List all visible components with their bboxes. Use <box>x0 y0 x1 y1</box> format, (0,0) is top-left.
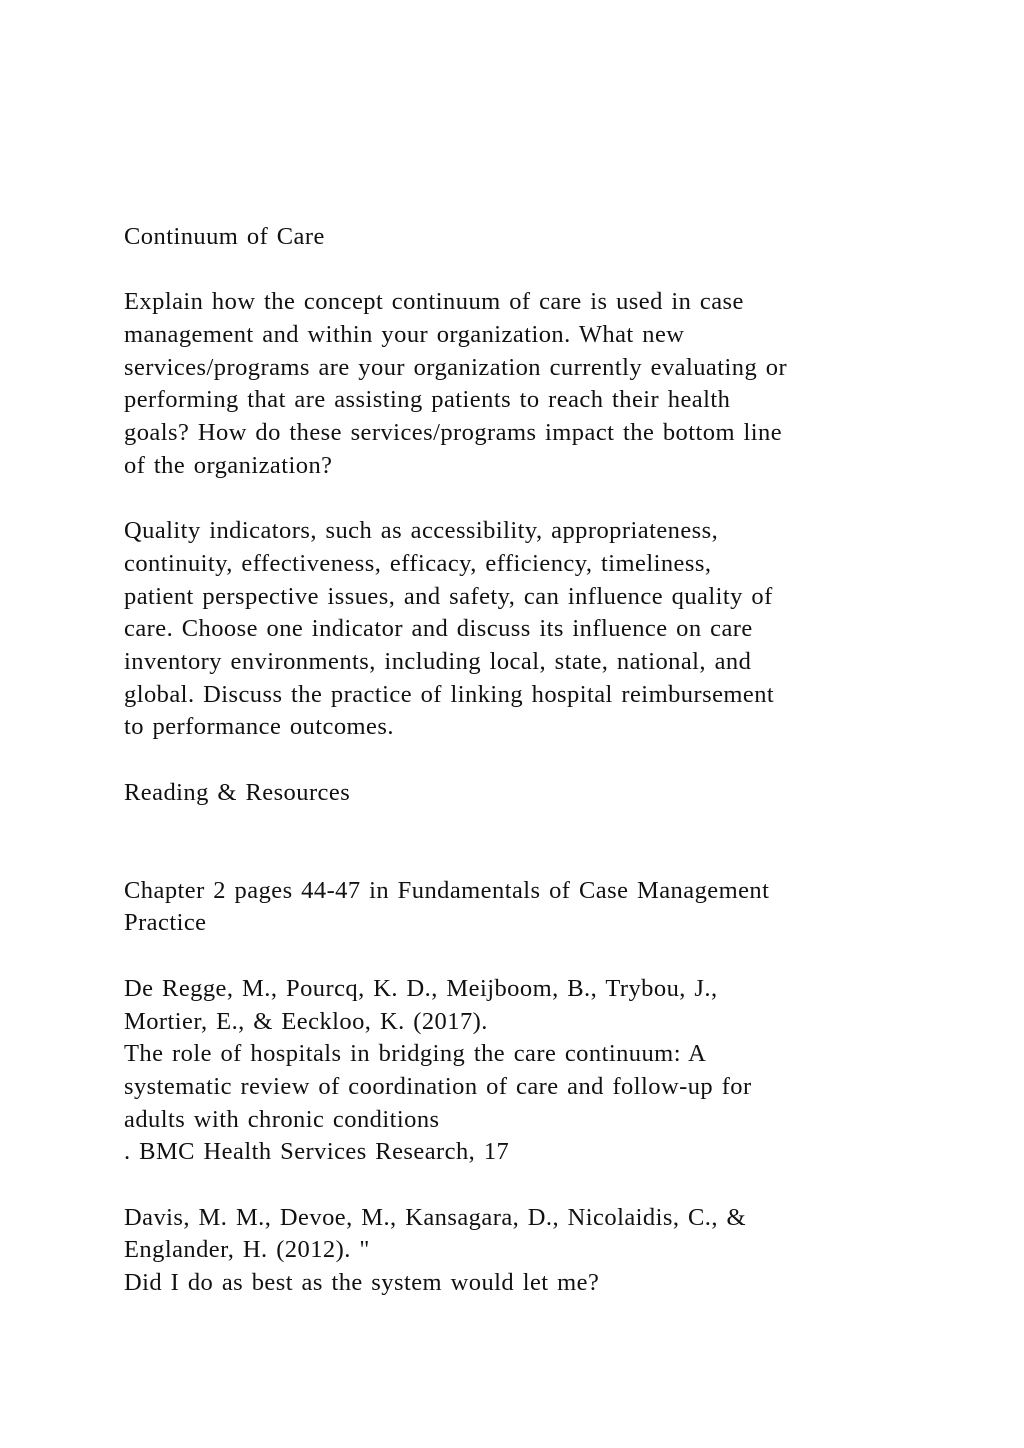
spacer <box>124 254 914 287</box>
resources-heading: Reading & Resources <box>124 778 351 806</box>
reference-line: Did I do as best as the system would let me? <box>124 1269 600 1297</box>
paragraph-line: Quality indicators, such as accessibility, appropriateness, <box>124 517 719 545</box>
reference-chapter <box>124 875 914 940</box>
reference-line: . BMC Health Services Research, 17 <box>124 1138 510 1166</box>
prompt-paragraph-1 <box>124 286 914 482</box>
reference-line: Davis, M. M., Devoe, M., Kansagara, D., Nicolaidis, C., & <box>124 1203 747 1231</box>
spacer <box>124 940 914 973</box>
reference-line: Englander, H. (2012). " <box>124 1236 370 1264</box>
reference-line: systematic review of coordination of care and follow-up for <box>124 1072 752 1100</box>
paragraph-line: services/programs are your organization currently evaluating or <box>124 353 788 381</box>
reference-davis <box>124 1202 914 1300</box>
reference-line: adults with chronic conditions <box>124 1105 440 1133</box>
reference-line: Mortier, E., & Eeckloo, K. (2017). <box>124 1007 488 1035</box>
paragraph-line: inventory environments, including local, state, national, and <box>124 647 752 675</box>
paragraph-line: patient perspective issues, and safety, can influence quality of <box>124 582 773 610</box>
paragraph-line: to performance outcomes. <box>124 713 394 741</box>
document-title: Continuum of Care <box>124 223 325 250</box>
reference-de-regge <box>124 973 914 1169</box>
reference-line: Practice <box>124 909 207 937</box>
spacer <box>124 744 914 777</box>
prompt-paragraph-2 <box>124 515 914 744</box>
paragraph-line: continuity, effectiveness, efficacy, efficiency, timeliness, <box>124 549 712 577</box>
spacer <box>124 1169 914 1202</box>
reference-line: The role of hospitals in bridging the care continuum: A <box>124 1040 707 1068</box>
paragraph-line: Explain how the concept continuum of care is used in case <box>124 288 744 316</box>
spacer <box>124 809 914 874</box>
paragraph-line: of the organization? <box>124 451 333 479</box>
paragraph-line: global. Discuss the practice of linking hospital reimbursement <box>124 680 775 708</box>
reference-line: De Regge, M., Pourcq, K. D., Meijboom, B., Trybou, J., <box>124 974 718 1002</box>
paragraph-line: performing that are assisting patients to reach their health <box>124 386 731 414</box>
paragraph-line: management and within your organization. What new <box>124 321 685 349</box>
reference-line: Chapter 2 pages 44-47 in Fundamentals of Case Management <box>124 876 770 904</box>
document-body <box>124 221 914 1300</box>
spacer <box>124 483 914 516</box>
paragraph-line: goals? How do these services/programs impact the bottom line <box>124 419 783 447</box>
paragraph-line: care. Choose one indicator and discuss its influence on care <box>124 615 753 643</box>
